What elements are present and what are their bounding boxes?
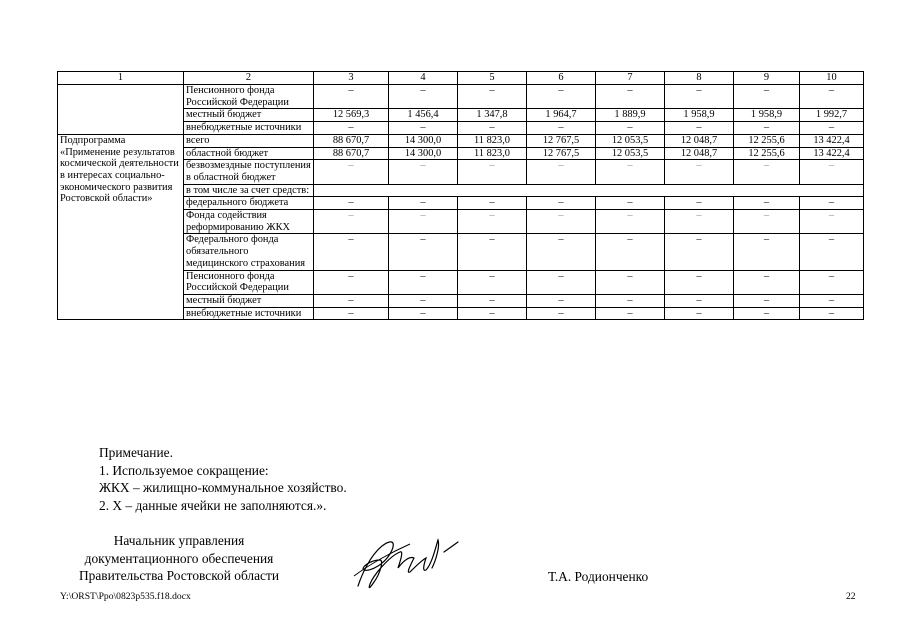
value-cell: 1 992,7: [800, 109, 864, 122]
funding-source-cell: местный бюджет: [184, 294, 314, 307]
value-cell: –: [527, 85, 596, 109]
signatory-title-line: Начальник управления: [113, 533, 245, 548]
value-cell: –: [458, 210, 527, 234]
signatory-title: [58, 532, 300, 585]
note-block: [99, 444, 347, 514]
signatory-name: Т.А. Родионченко: [548, 569, 649, 584]
value-cell: –: [596, 122, 665, 135]
value-cell: –: [527, 210, 596, 234]
value-cell: –: [389, 160, 458, 184]
column-header: 1: [58, 72, 184, 85]
value-cell: –: [527, 307, 596, 320]
value-cell: –: [734, 210, 800, 234]
value-cell: –: [665, 85, 734, 109]
value-cell: –: [458, 294, 527, 307]
value-cell: –: [596, 160, 665, 184]
value-cell: –: [596, 210, 665, 234]
column-header: 6: [527, 72, 596, 85]
value-cell: 12 053,5: [596, 134, 665, 147]
value-cell: –: [734, 270, 800, 294]
value-cell: –: [458, 160, 527, 184]
value-cell: 1 889,9: [596, 109, 665, 122]
value-cell: –: [800, 160, 864, 184]
value-cell: –: [800, 234, 864, 270]
value-cell: 88 670,7: [314, 134, 389, 147]
value-cell: –: [800, 85, 864, 109]
funding-source-cell: всего: [184, 134, 314, 147]
value-cell: –: [800, 210, 864, 234]
column-header: 2: [184, 72, 314, 85]
value-cell: 13 422,4: [800, 134, 864, 147]
value-cell: 12 255,6: [734, 147, 800, 160]
value-cell: –: [314, 234, 389, 270]
value-cell: 88 670,7: [314, 147, 389, 160]
value-cell: –: [734, 122, 800, 135]
value-cell: –: [596, 294, 665, 307]
funding-source-cell: внебюджетные источники: [184, 307, 314, 320]
value-cell: –: [389, 85, 458, 109]
value-cell: –: [527, 160, 596, 184]
value-cell: –: [800, 307, 864, 320]
value-cell: –: [527, 270, 596, 294]
value-cell: 14 300,0: [389, 134, 458, 147]
value-cell: –: [665, 294, 734, 307]
file-path: Y:\ORST\Ppo\0823p535.f18.docx: [60, 591, 191, 602]
value-cell: –: [734, 197, 800, 210]
column-header: 9: [734, 72, 800, 85]
value-cell: 12 767,5: [527, 134, 596, 147]
value-cell: –: [800, 294, 864, 307]
value-cell: –: [665, 270, 734, 294]
value-cell: –: [314, 85, 389, 109]
funding-source-cell: Пенсионного фонда Российской Федерации: [184, 270, 314, 294]
value-cell: –: [596, 307, 665, 320]
value-cell: –: [800, 270, 864, 294]
value-cell: 12 255,6: [734, 134, 800, 147]
value-cell: 1 964,7: [527, 109, 596, 122]
value-cell: –: [389, 294, 458, 307]
value-cell: –: [734, 294, 800, 307]
value-cell: –: [665, 210, 734, 234]
value-cell: –: [458, 234, 527, 270]
value-cell: –: [734, 234, 800, 270]
subprogram-name-cell: Подпрограмма «Применение результатов космической деятельности в интересах социально-экономического развития Ростовской области»: [58, 134, 184, 320]
value-cell: –: [665, 122, 734, 135]
value-cell: –: [314, 294, 389, 307]
value-cell: –: [734, 160, 800, 184]
handwritten-signature: [340, 516, 470, 596]
value-cell: –: [314, 197, 389, 210]
value-cell: –: [389, 197, 458, 210]
value-cell: 12 048,7: [665, 147, 734, 160]
value-cell: –: [314, 210, 389, 234]
note-title: Примечание.: [99, 445, 173, 460]
column-header: 10: [800, 72, 864, 85]
column-header: 3: [314, 72, 389, 85]
column-header: 8: [665, 72, 734, 85]
value-cell: –: [734, 307, 800, 320]
column-header: 5: [458, 72, 527, 85]
table-body: [58, 72, 864, 320]
empty-span-cell: [314, 184, 864, 197]
funding-source-cell: местный бюджет: [184, 109, 314, 122]
value-cell: 12 048,7: [665, 134, 734, 147]
header-row: [58, 72, 864, 85]
value-cell: –: [458, 270, 527, 294]
value-cell: 11 823,0: [458, 134, 527, 147]
value-cell: –: [458, 122, 527, 135]
value-cell: –: [665, 307, 734, 320]
value-cell: 1 958,9: [665, 109, 734, 122]
value-cell: –: [596, 85, 665, 109]
value-cell: –: [800, 122, 864, 135]
value-cell: –: [800, 197, 864, 210]
value-cell: –: [527, 122, 596, 135]
value-cell: –: [596, 197, 665, 210]
value-cell: –: [314, 122, 389, 135]
value-cell: 1 958,9: [734, 109, 800, 122]
budget-table: [57, 71, 864, 320]
value-cell: –: [596, 270, 665, 294]
funding-source-cell: Фонда содействия реформированию ЖКХ: [184, 210, 314, 234]
value-cell: –: [665, 160, 734, 184]
value-cell: –: [458, 197, 527, 210]
value-cell: –: [314, 307, 389, 320]
value-cell: –: [527, 294, 596, 307]
value-cell: 1 347,8: [458, 109, 527, 122]
table-row: [58, 134, 864, 147]
empty-name-cell: [58, 85, 184, 135]
signatory-title-line: документационного обеспечения: [84, 550, 274, 566]
value-cell: 12 053,5: [596, 147, 665, 160]
value-cell: –: [389, 270, 458, 294]
value-cell: 13 422,4: [800, 147, 864, 160]
note-line: 2. Х – данные ячейки не заполняются.».: [99, 497, 327, 513]
value-cell: –: [458, 85, 527, 109]
value-cell: 12 569,3: [314, 109, 389, 122]
value-cell: 12 767,5: [527, 147, 596, 160]
page-number: 22: [846, 591, 856, 602]
value-cell: –: [734, 85, 800, 109]
including-label-cell: в том числе за счет средств:: [184, 184, 314, 197]
table-row: [58, 85, 864, 109]
value-cell: –: [665, 197, 734, 210]
funding-source-cell: Федерального фонда обязательного медицинского страхования: [184, 234, 314, 270]
column-header: 4: [389, 72, 458, 85]
column-header: 7: [596, 72, 665, 85]
value-cell: –: [665, 234, 734, 270]
value-cell: –: [527, 234, 596, 270]
funding-source-cell: областной бюджет: [184, 147, 314, 160]
value-cell: –: [389, 122, 458, 135]
value-cell: –: [389, 307, 458, 320]
note-line: ЖКХ – жилищно-коммунальное хозяйство.: [99, 480, 347, 495]
value-cell: –: [596, 234, 665, 270]
funding-source-cell: федерального бюджета: [184, 197, 314, 210]
value-cell: 14 300,0: [389, 147, 458, 160]
value-cell: 11 823,0: [458, 147, 527, 160]
value-cell: –: [389, 234, 458, 270]
funding-source-cell: внебюджетные источники: [184, 122, 314, 135]
value-cell: –: [458, 307, 527, 320]
signatory-title-line: Правительства Ростовской области: [78, 568, 280, 583]
funding-source-cell: Пенсионного фонда Российской Федерации: [184, 85, 314, 109]
value-cell: –: [314, 270, 389, 294]
note-line: 1. Используемое сокращение:: [99, 462, 269, 478]
value-cell: –: [389, 210, 458, 234]
value-cell: –: [527, 197, 596, 210]
funding-source-cell: безвозмездные поступления в областной бюджет: [184, 160, 314, 184]
value-cell: 1 456,4: [389, 109, 458, 122]
value-cell: –: [314, 160, 389, 184]
